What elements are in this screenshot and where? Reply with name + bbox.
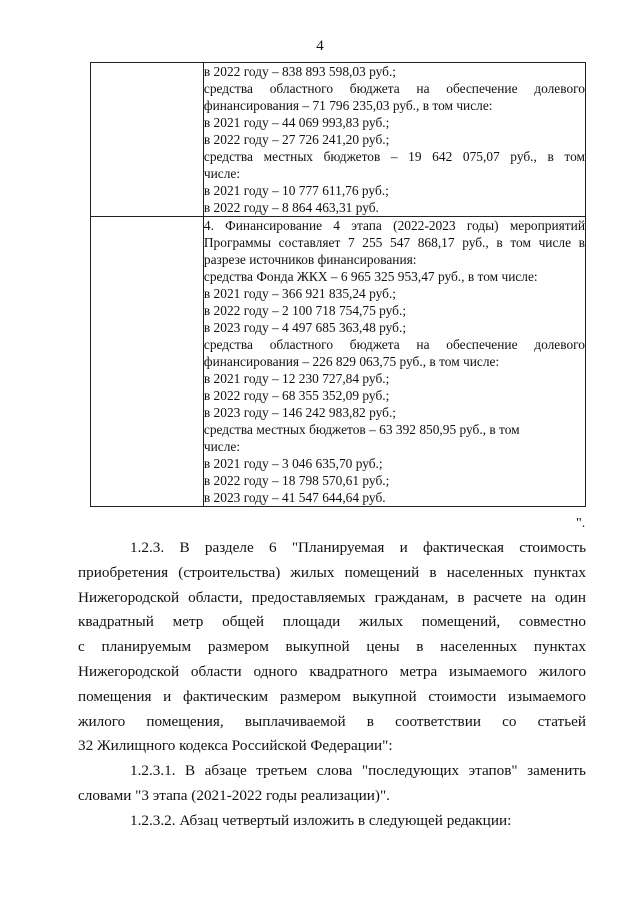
table-line: средства Фонда ЖКХ – 6 965 325 953,47 руб., в том числе: <box>203 269 538 284</box>
paragraph-line: жилого помещения, выплачиваемой в соответствии со статьей <box>78 712 586 730</box>
table-line: Программы составляет 7 255 547 868,17 руб., в том числе в <box>203 235 585 250</box>
table-line: в 2022 году – 8 864 463,31 руб. <box>203 200 379 215</box>
table-line: в 2021 году – 3 046 635,70 руб.; <box>203 456 383 471</box>
table-line: финансирования – 226 829 063,75 руб., в том числе: <box>203 354 500 369</box>
paragraph-1-2-3-2 <box>78 809 586 834</box>
table-line: средства областного бюджета на обеспечение долевого <box>203 337 585 352</box>
table-line: в 2022 году – 838 893 598,03 руб.; <box>203 64 397 79</box>
table-cell-empty <box>91 217 204 507</box>
table-cell-stage3-tail <box>203 63 585 217</box>
paragraph-line: словами "3 этапа (2021-2022 годы реализации)". <box>78 786 390 804</box>
financing-table <box>90 62 586 507</box>
paragraph-line: 1.2.3. В разделе 6 "Планируемая и фактическая стоимость <box>130 539 586 556</box>
table-line: в 2021 году – 366 921 835,24 руб.; <box>203 286 397 301</box>
paragraph-line: Нижегородской области, предоставляемых гражданам, в расчете на один <box>78 588 586 606</box>
paragraph-line: 1.2.3.1. В абзаце третьем слова "последующих этапов" заменить <box>130 762 586 780</box>
table-line: в 2022 году – 18 798 570,61 руб.; <box>203 473 390 488</box>
document-body <box>78 536 586 834</box>
paragraph-line: квадратный метр общей площади жилых помещений, совместно <box>78 613 586 631</box>
table-line: средства местных бюджетов – 63 392 850,95 руб., в том <box>203 422 520 437</box>
paragraph-line: помещения и фактическим размером выкупной стоимости изымаемого <box>78 687 586 705</box>
paragraph-line: с планируемым размером выкупной цены в населенных пунктах <box>78 638 586 656</box>
table-cell-empty <box>91 63 204 217</box>
table-line: разрезе источников финансирования: <box>203 252 417 267</box>
table-line: в 2022 году – 68 355 352,09 руб.; <box>203 388 390 403</box>
table-line: в 2021 году – 44 069 993,83 руб.; <box>203 115 390 130</box>
table-line: в 2022 году – 2 100 718 754,75 руб.; <box>203 303 407 318</box>
table-line: финансирования – 71 796 235,03 руб., в том числе: <box>203 98 493 113</box>
paragraph-line: 1.2.3.2. Абзац четвертый изложить в следующей редакции: <box>130 811 512 829</box>
table-line: в 2023 году – 146 242 983,82 руб.; <box>203 405 397 420</box>
table-line: числе: <box>203 439 241 454</box>
table-line: в 2022 году – 27 726 241,20 руб.; <box>203 132 390 147</box>
table-row <box>91 217 586 507</box>
table-line: в 2021 году – 12 230 727,84 руб.; <box>203 371 390 386</box>
paragraph-1-2-3-1 <box>78 759 586 809</box>
table-line: в 2023 году – 41 547 644,64 руб. <box>203 490 386 505</box>
page-number: 4 <box>316 38 324 54</box>
table-line: 4. Финансирование 4 этапа (2022-2023 годы) мероприятий <box>203 218 585 233</box>
paragraph-line: Нижегородской области одного квадратного метра изымаемого жилого <box>78 662 586 680</box>
table-line: в 2021 году – 10 777 611,76 руб.; <box>203 183 389 198</box>
paragraph-line: 32 Жилищного кодекса Российской Федерации": <box>78 737 393 755</box>
closing-quote-mark: ". <box>576 516 586 531</box>
paragraph-1-2-3 <box>78 536 586 759</box>
table-line: средства местных бюджетов – 19 642 075,07 руб., в том <box>203 149 585 164</box>
table-row <box>91 63 586 217</box>
table-line: в 2023 году – 4 497 685 363,48 руб.; <box>203 320 407 335</box>
table-line: средства областного бюджета на обеспечение долевого <box>203 81 585 96</box>
table-line: числе: <box>203 166 241 181</box>
table-cell-stage4 <box>203 217 585 507</box>
paragraph-line: приобретения (строительства) жилых помещений в населенных пунктах <box>78 563 586 581</box>
